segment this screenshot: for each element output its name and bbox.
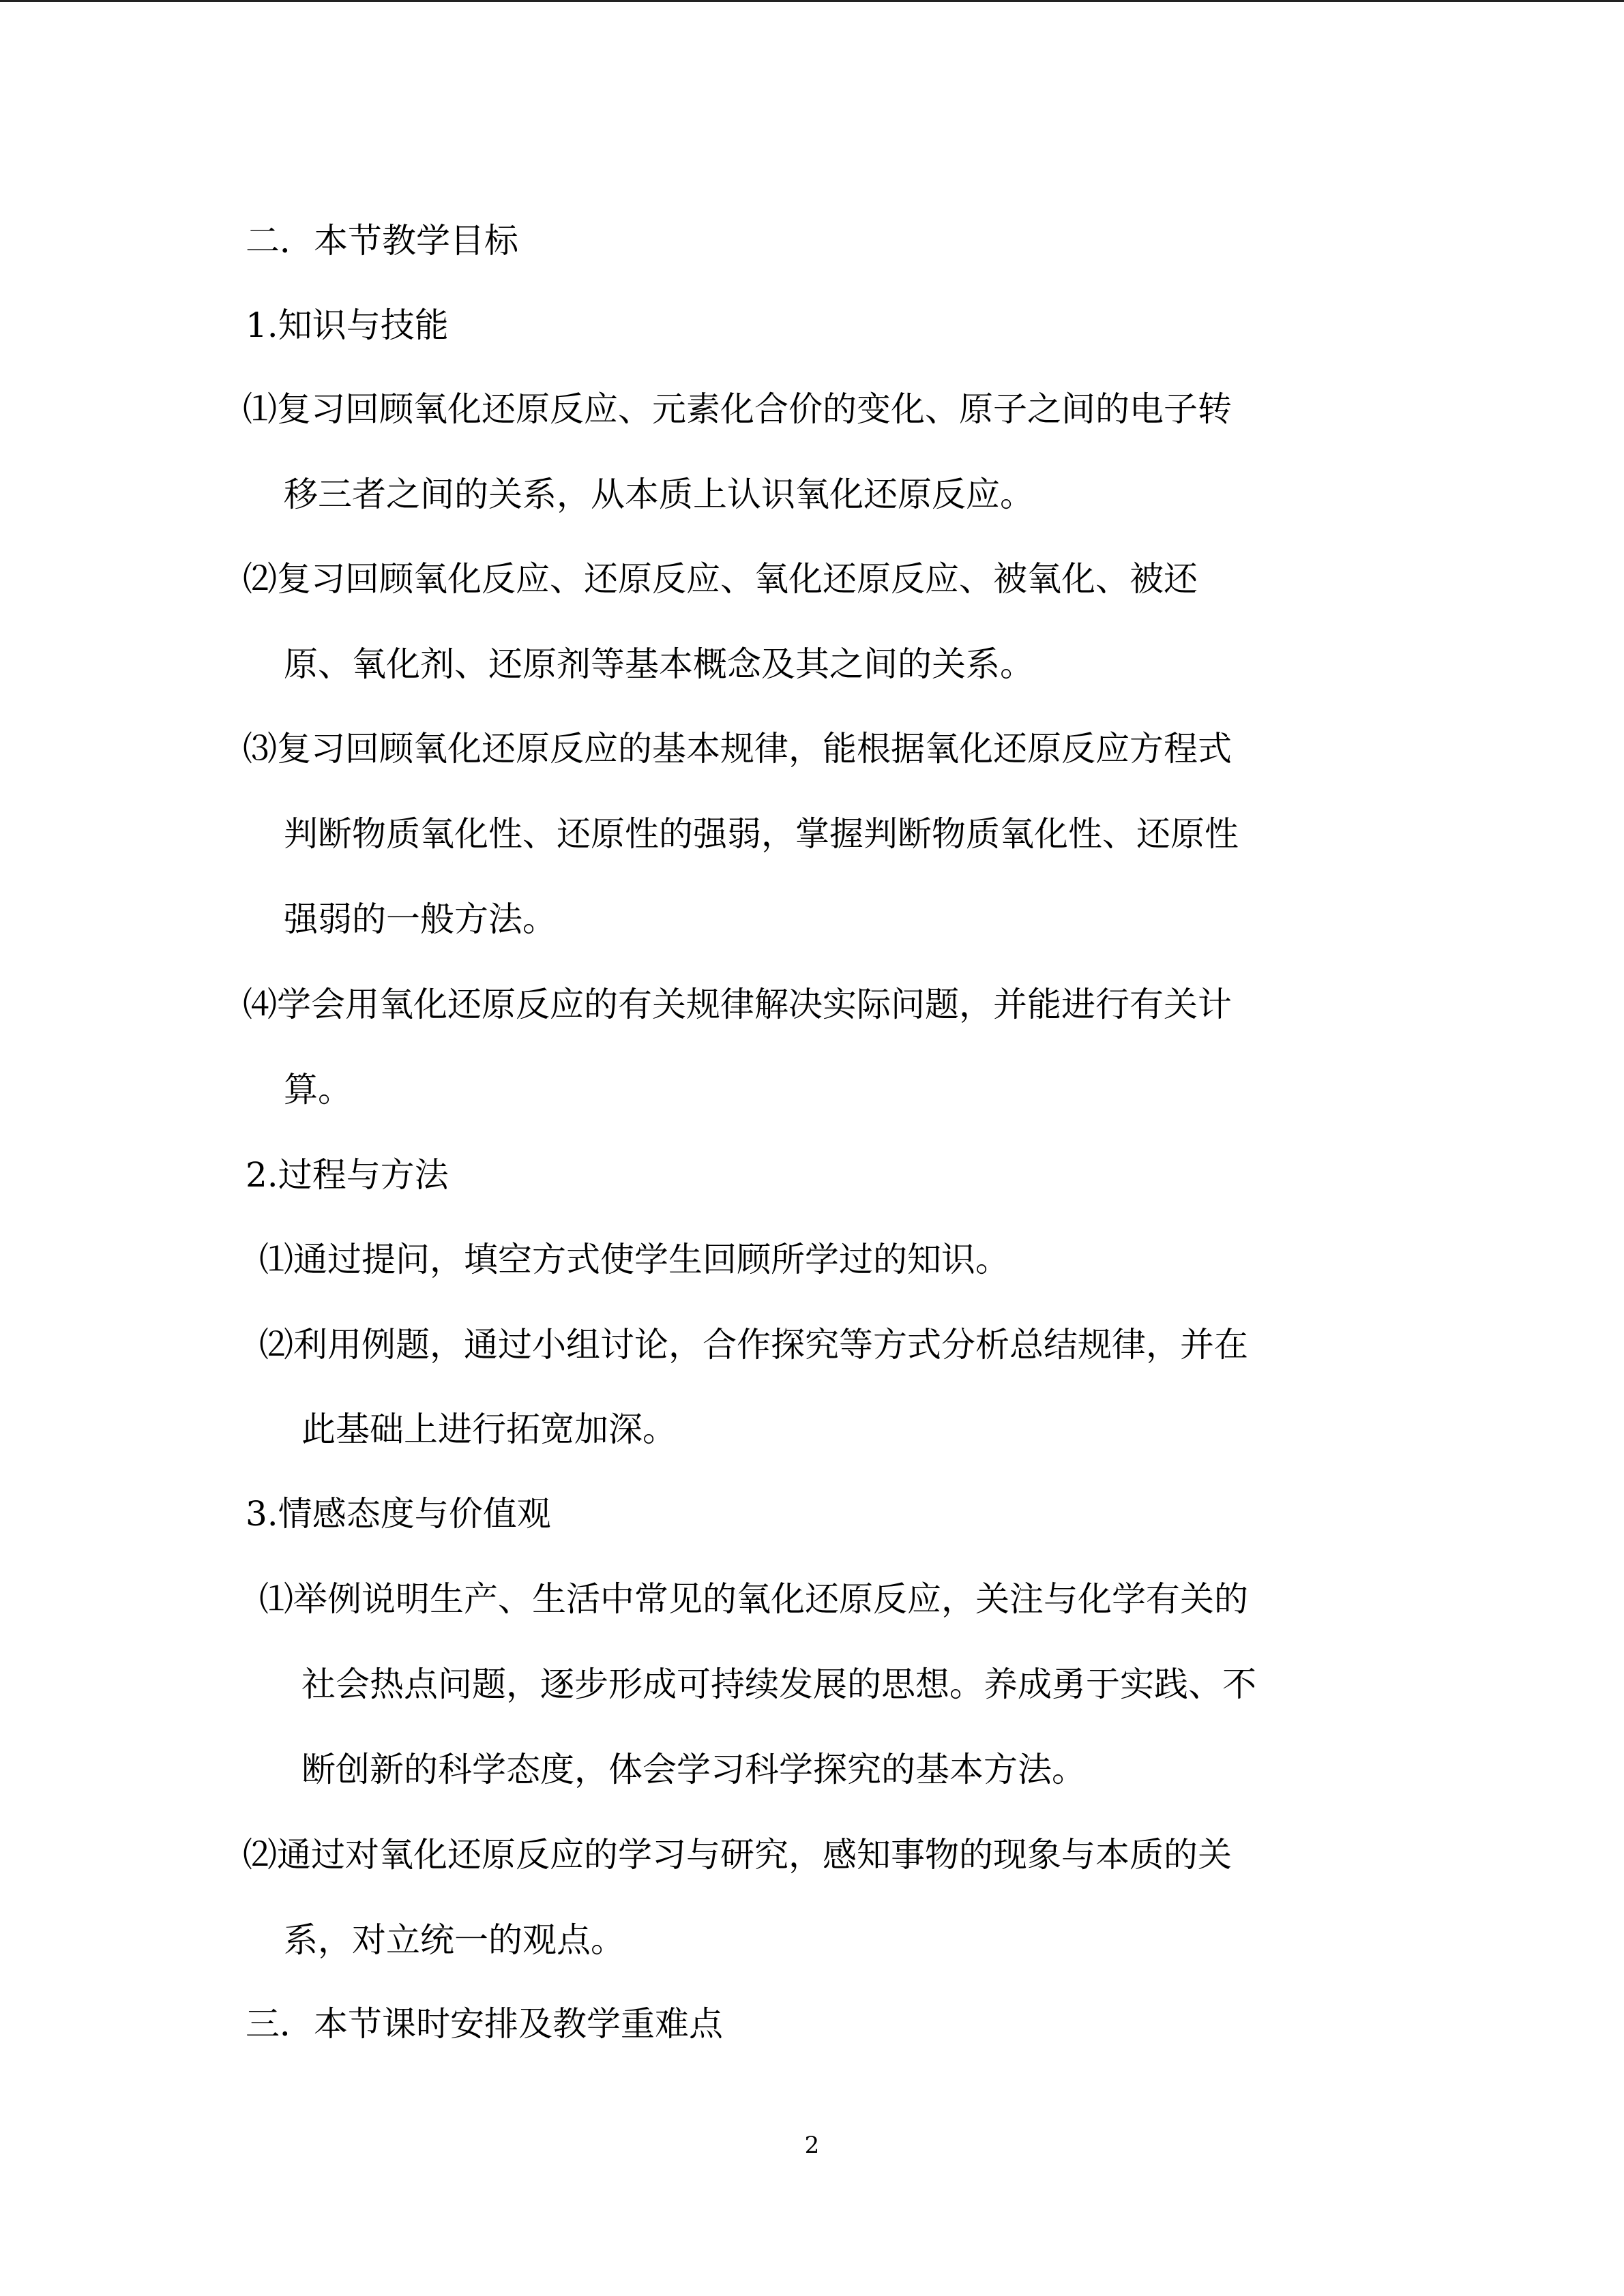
list-item-1-line-2: 移三者之间的关系，从本质上认识氧化还原反应。 xyxy=(284,475,1034,514)
list-item-3-line-1: ⑶复习回顾氧化还原反应的基本规律，能根据氧化还原反应方程式 xyxy=(243,729,1232,769)
section-heading-schedule-key-points: 三．本节课时安排及教学重难点 xyxy=(246,2004,723,2044)
list-item-4-line-2: 算。 xyxy=(284,1070,352,1109)
list-item-3-line-3: 强弱的一般方法。 xyxy=(284,899,557,939)
subheading-knowledge-skills: 1.知识与技能 xyxy=(246,305,449,345)
list-item-8-line-2: 系，对立统一的观点。 xyxy=(284,1920,625,1960)
list-item-7-line-2: 社会热点问题，逐步形成可持续发展的思想。养成勇于实践、不 xyxy=(301,1665,1256,1704)
list-item-6-line-2: 此基础上进行拓宽加深。 xyxy=(301,1410,677,1449)
list-item-2-line-2: 原、氧化剂、还原剂等基本概念及其之间的关系。 xyxy=(284,644,1034,684)
list-item-1-line-1: ⑴复习回顾氧化还原反应、元素化合价的变化、原子之间的电子转 xyxy=(243,389,1232,429)
list-item-4-line-1: ⑷学会用氧化还原反应的有关规律解决实际问题，并能进行有关计 xyxy=(243,985,1232,1024)
list-item-3-line-2: 判断物质氧化性、还原性的强弱，掌握判断物质氧化性、还原性 xyxy=(284,814,1239,854)
subheading-process-methods: 2.过程与方法 xyxy=(246,1155,449,1195)
list-item-7-line-1: ⑴举例说明生产、生活中常见的氧化还原反应，关注与化学有关的 xyxy=(259,1579,1248,1619)
list-item-6-line-1: ⑵利用例题，通过小组讨论，合作探究等方式分析总结规律，并在 xyxy=(259,1325,1248,1365)
list-item-8-line-1: ⑵通过对氧化还原反应的学习与研究，感知事物的现象与本质的关 xyxy=(243,1835,1232,1875)
page-number: 2 xyxy=(804,2132,820,2159)
list-item-2-line-1: ⑵复习回顾氧化反应、还原反应、氧化还原反应、被氧化、被还 xyxy=(243,559,1198,599)
list-item-5-line-1: ⑴通过提问，填空方式使学生回顾所学过的知识。 xyxy=(259,1240,1009,1279)
subheading-emotions-values: 3.情感态度与价值观 xyxy=(246,1494,551,1534)
list-item-7-line-3: 断创新的科学态度，体会学习科学探究的基本方法。 xyxy=(301,1750,1086,1789)
section-heading-teaching-objectives: 二．本节教学目标 xyxy=(246,221,518,260)
